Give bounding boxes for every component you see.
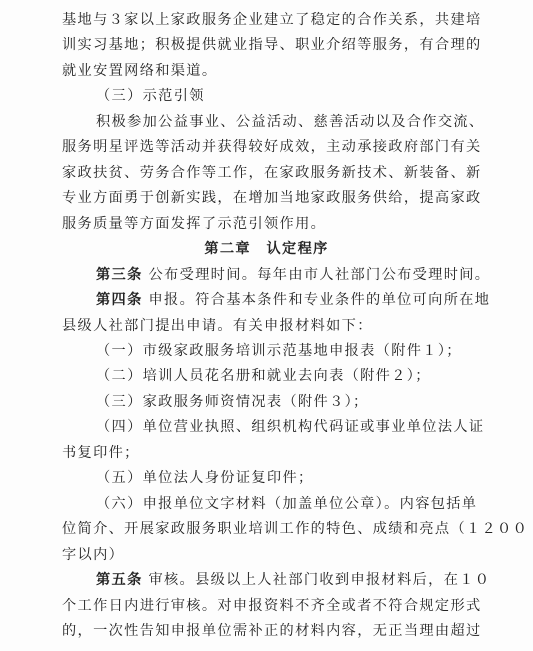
article-5	[96, 570, 533, 590]
paragraph-line: 专业方面勇于创新实践，在增加当地家政服务供给，提高家政	[62, 190, 482, 207]
paragraph-line: 训实习基地；积极提供就业指导、职业介绍等服务，有合理的	[62, 37, 482, 54]
paragraph-line: 县级人社部门提出申请。有关申报材料如下：	[62, 317, 373, 334]
article-label: 第四条	[96, 292, 143, 309]
chapter-title: 第二章 认定程序	[204, 241, 329, 258]
article-3	[96, 265, 533, 285]
list-item-cont: 字以内）	[62, 546, 125, 563]
article-label: 第三条	[96, 266, 143, 283]
paragraph-line: 基地与３家以上家政服务企业建立了稳定的合作关系，共建培	[62, 12, 482, 28]
list-item: （四）单位营业执照、组织机构代码证或事业单位法人证	[96, 419, 485, 436]
list-item: （三）家政服务师资情况表（附件３）；	[96, 393, 369, 410]
paragraph-line: 服务明星评选等活动并获得较好成效，主动承接政府部门有关	[62, 139, 482, 156]
list-item: （六）申报单位文字材料（加盖单位公章）。内容包括单	[96, 495, 478, 512]
list-item: （五）单位法人身份证复印件；	[96, 470, 314, 487]
article-text: 申报。符合基本条件和专业条件的单位可向所在地	[148, 292, 491, 309]
article-label: 第五条	[96, 572, 143, 589]
list-item-cont: 位简介、开展家政服务职业培训工作的特色、成绩和亮点（１２００	[62, 521, 529, 538]
paragraph-line: 的，一次性告知申报单位需补正的材料内容，无正当理由超过	[62, 623, 482, 639]
paragraph-line: 个工作日内进行审核。对申报资料不齐全或者不符合规定形式	[62, 597, 482, 614]
article-4	[96, 290, 533, 310]
section-subheading: （三）示范引领	[96, 88, 205, 105]
paragraph-line: 就业安置网络和渠道。	[62, 62, 218, 79]
list-item: （一）市级家政服务培训示范基地申报表（附件１）；	[96, 342, 462, 359]
paragraph-line: 积极参加公益事业、公益活动、慈善活动以及合作交流、	[96, 113, 485, 130]
paragraph-line: 服务质量等方面发挥了示范引领作用。	[62, 215, 327, 232]
article-text: 公布受理时间。每年由市人社部门公布受理时间。	[148, 266, 491, 283]
list-item-cont: 书复印件；	[62, 444, 140, 461]
article-text: 审核。县级以上人社部门收到申报材料后，在１０	[142, 572, 491, 589]
paragraph-line: 家政扶贫、劳务合作等工作，在家政服务新技术、新装备、新	[62, 164, 482, 181]
list-item: （二）培训人员花名册和就业去向表（附件２）；	[96, 368, 431, 385]
